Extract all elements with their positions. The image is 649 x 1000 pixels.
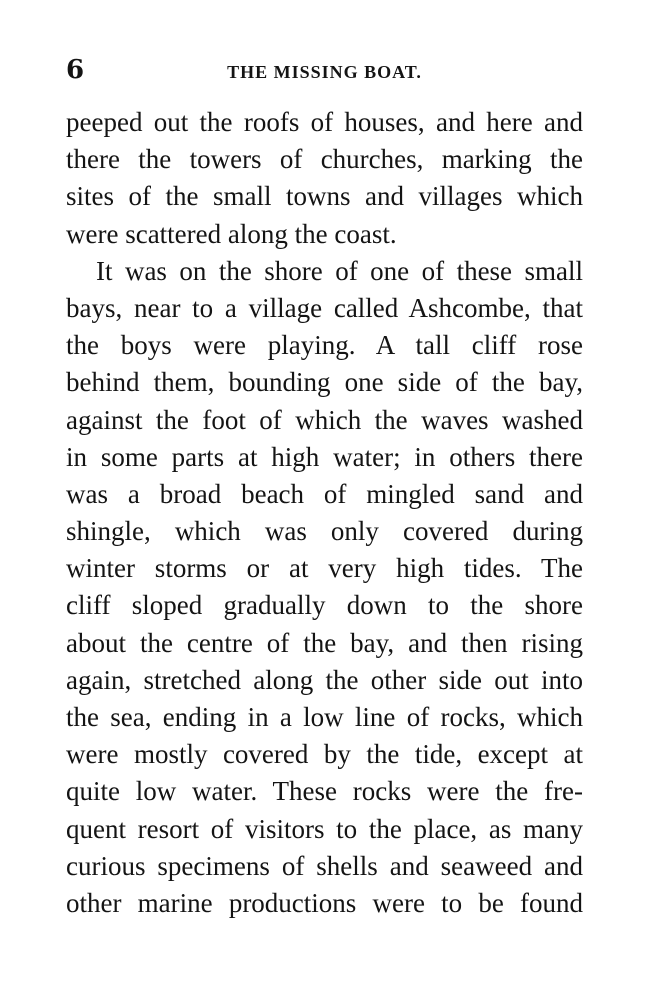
running-title: THE MISSING BOAT.: [227, 62, 422, 82]
text-line: other marine productions were to be found: [66, 887, 583, 918]
text-line: again, stretched along the other side out into: [66, 664, 583, 695]
page-header: [66, 52, 583, 88]
text-line: there the towers of churches, marking the: [66, 144, 583, 175]
text-line: sites of the small towns and villages which: [66, 181, 583, 212]
text-line: peeped out the roofs of houses, and here and: [66, 107, 583, 137]
text-line: were mostly covered by the tide, except at: [66, 739, 583, 770]
text-line: was a broad beach of mingled sand and: [66, 478, 583, 509]
text-line: were scattered along the coast.: [66, 218, 397, 249]
body-text: [66, 104, 583, 922]
text-line: winter storms or at very high tides. The: [66, 553, 583, 584]
text-line: shingle, which was only covered during: [66, 516, 583, 547]
text-line: behind them, bounding one side of the bay,: [66, 367, 583, 398]
text-line: about the centre of the bay, and then rising: [66, 627, 583, 658]
text-line: in some parts at high water; in others there: [66, 441, 583, 472]
text-line: curious specimens of shells and seaweed and: [66, 850, 583, 881]
text-line: against the foot of which the waves washed: [66, 404, 583, 435]
text-line: the sea, ending in a low line of rocks, which: [66, 702, 583, 732]
text-line: the boys were playing. A tall cliff rose: [66, 330, 583, 361]
page-number: 6: [66, 55, 85, 85]
text-line: cliff sloped gradually down to the shore: [66, 590, 583, 621]
text-line: It was on the shore of one of these small: [96, 255, 583, 286]
text-line: quent resort of visitors to the place, as many: [66, 813, 583, 844]
text-line: bays, near to a village called Ashcombe, that: [66, 292, 583, 323]
text-line: quite low water. These rocks were the fre-: [66, 776, 583, 807]
